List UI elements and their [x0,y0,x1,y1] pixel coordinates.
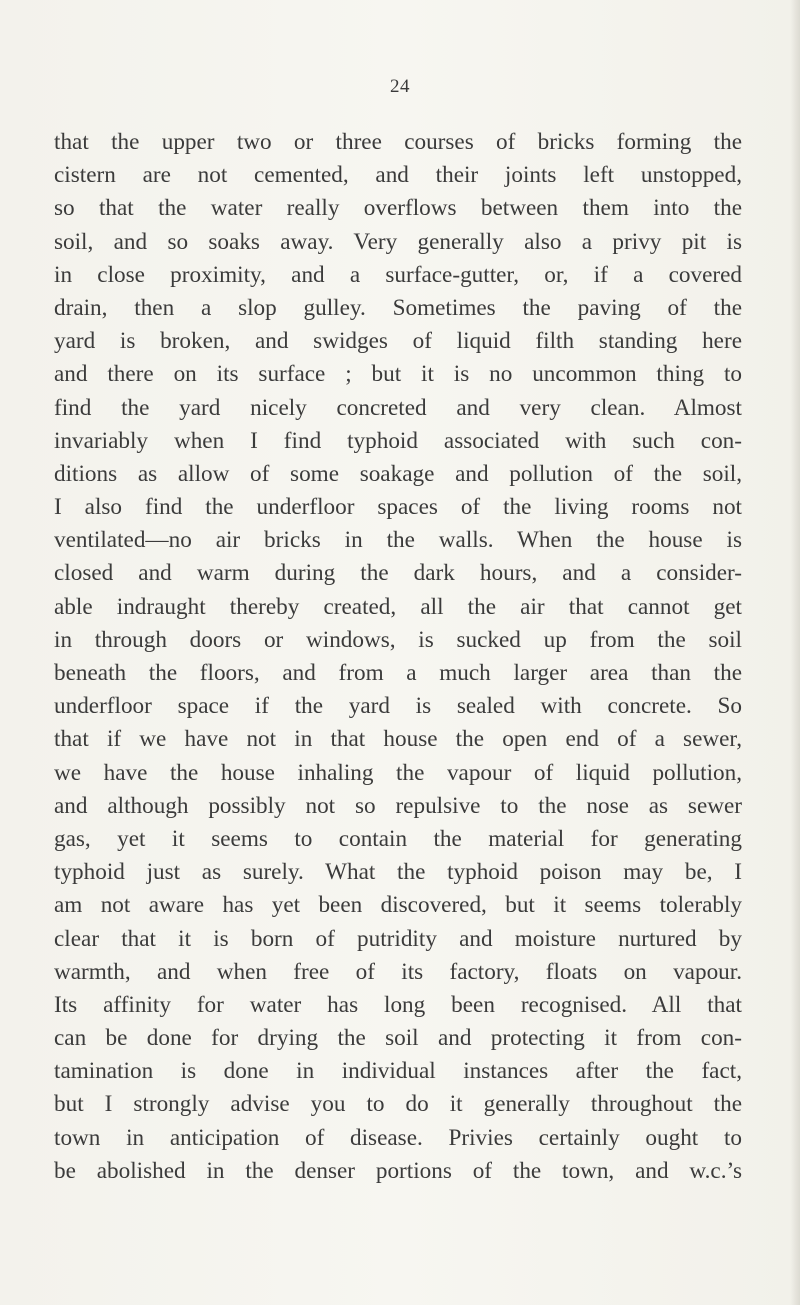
text-line: be abolished in the denser portions of the town, and w.c.’s [54,1157,742,1184]
text-line: we have the house inhaling the vapour of liquid pollution, [54,759,742,786]
text-line: town in anticipation of disease. Privies certainly ought to [54,1124,742,1151]
text-line: that the upper two or three courses of bricks forming the [54,129,742,155]
text-line: typhoid just as surely. What the typhoid poison may be, I [54,859,742,886]
text-line: cistern are not cemented, and their joints left unstopped, [54,162,742,189]
text-line: ditions as allow of some soakage and pollution of the soil, [54,460,742,487]
body-text [54,126,742,1188]
text-line: but I strongly advise you to do it generally throughout the [54,1091,742,1118]
text-line: find the yard nicely concreted and very clean. Almost [54,394,742,421]
text-line: tamination is done in individual instances after the fact, [54,1058,742,1085]
text-line: so that the water really overflows between them into the [54,195,742,222]
page-number: 24 [390,76,410,97]
text-line: warmth, and when free of its factory, floats on vapour. [54,958,742,985]
text-line: able indraught thereby created, all the air that cannot get [54,593,742,620]
text-line: closed and warm during the dark hours, and a consider- [54,560,742,587]
text-line: ventilated—no air bricks in the walls. When the house is [54,527,742,554]
text-line: invariably when I find typhoid associated with such con- [54,427,742,454]
text-line: Its affinity for water has long been recognised. All that [54,991,742,1018]
text-line: underfloor space if the yard is sealed with concrete. So [54,693,742,720]
text-line: and although possibly not so repulsive to the nose as sewer [54,792,742,819]
text-line: soil, and so soaks away. Very generally also a privy pit is [54,228,742,255]
text-line: that if we have not in that house the open end of a sewer, [54,726,742,753]
page-edge-shadow [790,0,800,1305]
text-line: yard is broken, and swidges of liquid filth standing here [54,328,742,355]
text-line: can be done for drying the soil and protecting it from con- [54,1025,742,1052]
text-line: in close proximity, and a surface-gutter, or, if a covered [54,261,742,288]
text-line: clear that it is born of putridity and moisture nurtured by [54,925,742,952]
text-line: in through doors or windows, is sucked up from the soil [54,626,742,653]
text-line: am not aware has yet been discovered, but it seems tolerably [54,892,742,919]
text-line: drain, then a slop gulley. Sometimes the paving of the [54,294,742,321]
text-line: and there on its surface ; but it is no uncommon thing to [54,361,742,388]
text-line: beneath the floors, and from a much larger area than the [54,660,742,686]
text-line: I also find the underfloor spaces of the living rooms not [54,494,742,521]
text-line: gas, yet it seems to contain the material for generating [54,825,742,852]
